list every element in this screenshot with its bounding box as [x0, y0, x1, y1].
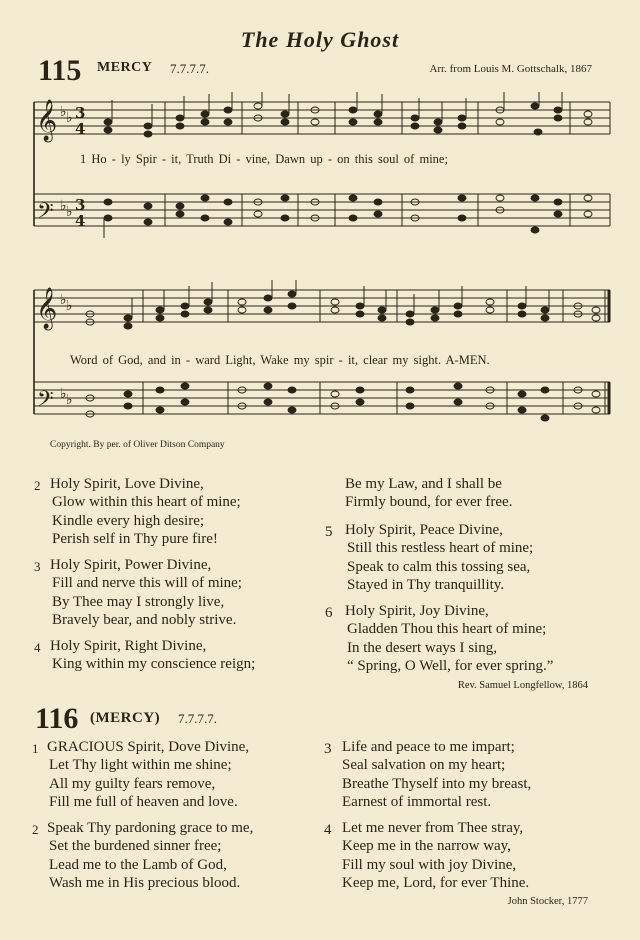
- hymn-115-verse-3: 3 Holy Spirit, Power Divine, Fill and nerve this will of mine; By Thee may I strongly live, Bravely bear, and nobly strive.: [34, 557, 242, 628]
- hymn-116-verse-3: 3 Life and peace to me impart; Seal salvation on my heart; Breathe Thyself into my breast, Earnest of immortal rest.: [324, 739, 532, 810]
- hymn-115-lyric-line-2: Word of God, and in - ward Light, Wake my spir - it, clear my sight. A-MEN.: [70, 353, 490, 367]
- verse-line: Glow within this heart of mine;: [52, 494, 241, 511]
- verse-line: Be my Law, and I shall be: [345, 476, 502, 492]
- verse-line: Kindle every high desire;: [52, 512, 205, 529]
- svg-text:𝄢: 𝄢: [37, 199, 54, 229]
- section-title: The Holy Ghost: [240, 27, 400, 52]
- svg-text:3: 3: [75, 104, 86, 122]
- verse-line: Bravely bear, and nobly strive.: [52, 611, 237, 628]
- verse-line: Fill and nerve this will of mine;: [52, 575, 242, 592]
- verse-line: By Thee may I strongly live,: [52, 593, 225, 610]
- verse-line: Life and peace to me impart;: [342, 739, 515, 755]
- hymn-116-verse-2: 2 Speak Thy pardoning grace to me, Set the burdened sinner free; Lead me to the Lamb of God, Wash me in His precious blood.: [32, 820, 254, 891]
- verse-line: Fill me full of heaven and love.: [49, 793, 238, 810]
- svg-text:♭: ♭: [60, 292, 67, 308]
- svg-text:♭: ♭: [60, 104, 67, 120]
- hymn-116-meter: 7.7.7.7.: [178, 711, 217, 726]
- verse-line: Holy Spirit, Love Divine,: [50, 476, 204, 492]
- svg-text:♭: ♭: [66, 110, 73, 126]
- verse-line: Holy Spirit, Right Divine,: [50, 638, 207, 654]
- hymn-116-number: 116: [35, 702, 79, 735]
- svg-text:4: 4: [75, 120, 86, 138]
- svg-text:𝄢: 𝄢: [37, 387, 54, 417]
- verse-line: King within my conscience reign;: [52, 656, 256, 673]
- svg-text:♭: ♭: [66, 392, 73, 408]
- hymn-115-number: 115: [38, 54, 82, 87]
- verse-line: Keep me in the narrow way,: [342, 838, 511, 855]
- verse-line: Still this restless heart of mine;: [347, 540, 534, 557]
- verse-line: Holy Spirit, Joy Divine,: [345, 603, 489, 619]
- hymn-116-verse-1: 1 GRACIOUS Spirit, Dove Divine, Let Thy light within me shine; All my guilty fears remove, Fill me full of heaven and love.: [32, 739, 250, 810]
- verse-line: Speak Thy pardoning grace to me,: [47, 820, 254, 836]
- verse-line: GRACIOUS Spirit, Dove Divine,: [47, 739, 250, 755]
- hymn-115-verse-2: 2 Holy Spirit, Love Divine, Glow within this heart of mine; Kindle every high desire; Perish self in Thy pure fire!: [34, 476, 241, 547]
- verse-line: In the desert ways I sing,: [347, 639, 497, 656]
- verse-line: Perish self in Thy pure fire!: [52, 530, 218, 547]
- verse-line: All my guilty fears remove,: [49, 775, 216, 792]
- hymn-115-verse-4: 4 Holy Spirit, Right Divine, King within my conscience reign;: [34, 638, 256, 673]
- verse-line: Lead me to the Lamb of God,: [49, 856, 227, 873]
- verse-line: Speak to calm this tossing sea,: [347, 558, 531, 575]
- verse-line: “ Spring, O Well, for ever spring.”: [347, 657, 554, 674]
- verse-line: Let me never from Thee stray,: [342, 820, 524, 836]
- svg-text:♭: ♭: [60, 386, 67, 402]
- verse-line: Let Thy light within me shine;: [49, 757, 232, 774]
- svg-text:𝄞: 𝄞: [36, 288, 58, 329]
- hymn-115-copyright: Copyright. By per. of Oliver Ditson Company: [50, 440, 225, 450]
- hymn-115-tune: MERCY: [97, 60, 153, 75]
- music-system-1: [30, 92, 615, 252]
- verse-line: Holy Spirit, Power Divine,: [50, 557, 212, 573]
- verse-line: Holy Spirit, Peace Divine,: [345, 522, 503, 538]
- verse-line: Stayed in Thy tranquillity.: [347, 576, 505, 593]
- hymn-115-verse-4-continued: [345, 475, 512, 512]
- svg-text:♭: ♭: [66, 204, 73, 220]
- svg-text:♭: ♭: [60, 198, 67, 214]
- hymn-115-meter: 7.7.7.7.: [170, 61, 209, 76]
- hymn-115-lyric-line-1: 1 Ho - ly Spir - it, Truth Di - vine, Dawn up - on this soul of mine;: [80, 152, 448, 166]
- verse-line: Fill my soul with joy Divine,: [342, 856, 517, 873]
- verse-line: Keep me, Lord, for ever Thine.: [342, 874, 530, 891]
- verse-line: Seal salvation on my heart;: [342, 757, 506, 774]
- verse-line: Wash me in His precious blood.: [49, 874, 241, 891]
- svg-text:4: 4: [75, 212, 86, 230]
- hymn-115-verse-6: 6 Holy Spirit, Joy Divine, Gladden Thou this heart of mine; In the desert ways I sing, “ Spring, O Well, for ever spring.”: [325, 603, 554, 674]
- verse-line: Firmly bound, for ever free.: [345, 494, 513, 511]
- hymn-116-verse-4: 4 Let me never from Thee stray, Keep me in the narrow way, Fill my soul with joy Divine, Keep me, Lord, for ever Thine.: [324, 820, 530, 891]
- svg-text:3: 3: [75, 196, 86, 214]
- verse-line: Breathe Thyself into my breast,: [342, 775, 532, 792]
- verse-line: Earnest of immortal rest.: [342, 793, 492, 810]
- hymn-116-tune: (MERCY): [90, 710, 161, 726]
- hymn-115-verse-5: 5 Holy Spirit, Peace Divine, Still this restless heart of mine; Speak to calm this tossing sea, Stayed in Thy tranquillity.: [325, 522, 534, 593]
- svg-text:𝄞: 𝄞: [36, 100, 58, 141]
- verse-line: Gladden Thou this heart of mine;: [347, 621, 547, 638]
- hymn-115-arrangement: Arr. from Louis M. Gottschalk, 1867: [429, 63, 592, 75]
- verse-line: Set the burdened sinner free;: [49, 838, 222, 855]
- hymn-115-author: Rev. Samuel Longfellow, 1864: [457, 680, 588, 691]
- hymn-116-author: John Stocker, 1777: [507, 896, 588, 907]
- svg-text:♭: ♭: [66, 298, 73, 314]
